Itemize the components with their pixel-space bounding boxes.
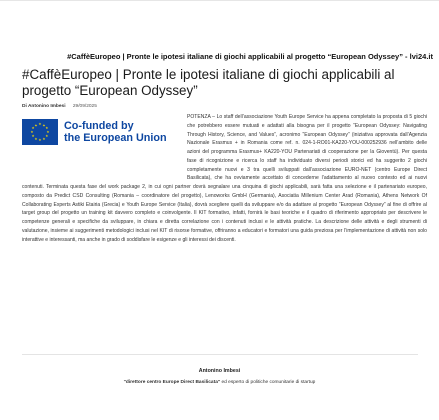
article-body-text: POTENZA – Lo staff dell’associazione Youth Europe Service ha appena completato la proposta di 5 giochi che potrebbero essere mutuati e adattati alla bisogna per il progetto “European Odyssey: Navigating Through History, Science, and Values”, acronimo “European Odyssey” (iniziativa approvata dall’Agenzia Nazionale Erasmus + in Romania come ref. n. 024-1-RO01-KA220-YOU-000252936 nell’ambito delle azioni del programma Erasmus+ KA220-YOU Partenariati di cooperazione per la Gioventù). Per questa fase di ricognizione e ricerca lo staff ha individuato diversi periodi storici ed ha suggerito 2 giochi completamente nuovi e 3 tra quelli sviluppati dall’associazione EURO-NET (centro Europe Direct Basilicata), che ha ovviamente accettato di concederne l’adattamento al nuovo contesto ed ai nuovi contenuti. Terminata questa fase del work package 2, in cui ogni partner dovrà segnalare una cinquina di giochi applicabili, sarà fatta una selezione e il partenariato europeo, composto da Predict CSD Consulting (Romania – coordinatore del progetto), Lenoworks GmbH (Germania), Asociatia Millenium Center Arad (Romania), Athens Network Of Collaborating Experts Astiki Etairia (Grecia) e Youth Europe Service (Italia), dovrà scegliere quelli da sviluppare e/o da adattare al progetto “European Odyssey” al fine di offrire al target group del progetto un training kit davvero completo e coinvolgente. Il KIT formativo, infatti, fornirà le basi teoriche e il quadro di riferimento appropriato per descrivere le competenze generali e specifiche da sviluppare, in chiara e diretta correlazione con i contenuti inclusi e le attività pratiche. La descrizione delle attività e degli strumenti di valutazione, insieme ai suggerimenti metodologici inclusi nel KIT di risorse formative, offriranno a educatori e formatori una guida preziosa per l’implementazione di attività non solo interattive e interessanti, ma anche in grado di soddisfare le esigenze e gli interessi dei discenti. <box>22 114 427 243</box>
eu-star-icon: ★ <box>38 122 42 127</box>
eu-star-icon: ★ <box>45 126 49 131</box>
eu-banner-line1: Co-funded by <box>64 119 134 132</box>
eu-star-icon: ★ <box>30 130 34 135</box>
eu-star-icon: ★ <box>45 134 49 139</box>
eu-star-icon: ★ <box>38 138 42 143</box>
header-area <box>0 0 439 50</box>
article-meta <box>22 104 97 109</box>
eu-star-icon: ★ <box>31 126 35 131</box>
eu-star-icon: ★ <box>42 123 46 128</box>
eu-banner-line2: the European Union <box>64 132 167 144</box>
author-box-name[interactable]: Antonino Imbesi <box>198 368 241 374</box>
page-breadcrumb[interactable]: #CaffèEuropeo | Pronte le ipotesi italiane di giochi applicabili al progetto “European Odyssey” - lvi24.it <box>67 52 433 61</box>
eu-star-icon: ★ <box>42 137 46 142</box>
article-title: #CaffèEuropeo | Pronte le ipotesi italiane di giochi applicabili al progetto “European Odyssey” <box>22 67 395 98</box>
eu-star-icon: ★ <box>34 123 38 128</box>
eu-star-icon: ★ <box>31 134 35 139</box>
author-bio-rest: ed esperto di politiche comunitarie di startup <box>220 380 316 385</box>
eu-star-icon: ★ <box>34 137 38 142</box>
author-box-bio <box>0 380 439 385</box>
author-bio-quote: "direttore centro Europe Direct Basilicata" <box>123 380 221 385</box>
eu-star-icon: ★ <box>46 130 50 135</box>
banner-spacer <box>22 113 187 175</box>
article-author[interactable]: Di Antonino Imbesi <box>22 104 66 109</box>
article-body <box>22 113 427 244</box>
footer-divider <box>22 354 418 355</box>
article-date: 29/09/2025 <box>72 104 97 109</box>
